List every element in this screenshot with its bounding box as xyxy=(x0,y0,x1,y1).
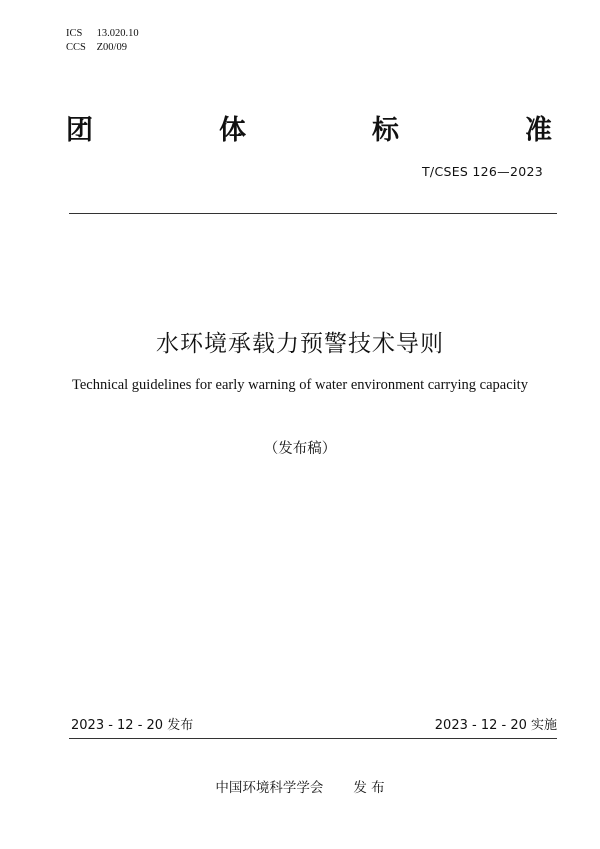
standard-type-char: 标 xyxy=(372,115,399,146)
standard-type-char: 体 xyxy=(219,115,246,146)
standard-number: T/CSES 126—2023 xyxy=(422,164,543,179)
bottom-divider xyxy=(69,738,557,739)
publisher-name: 中国环境科学学会 xyxy=(215,780,324,796)
classification-codes xyxy=(66,27,139,55)
ccs-value: Z00/09 xyxy=(96,42,127,53)
ics-code xyxy=(66,27,139,41)
ccs-code xyxy=(66,41,139,55)
ccs-label: CCS xyxy=(66,42,86,53)
ics-label: ICS xyxy=(66,28,83,39)
publish-date: 2023 - 12 - 20 发布 xyxy=(71,718,194,733)
title-english: Technical guidelines for early warning of water environment carrying capacity xyxy=(72,377,528,393)
document-status: （发布稿） xyxy=(263,441,337,457)
implement-date: 2023 - 12 - 20 实施 xyxy=(434,718,557,733)
publisher xyxy=(0,776,600,796)
title-chinese: 水环境承载力预警技术导则 xyxy=(156,331,444,357)
standard-type-heading xyxy=(66,113,552,149)
ics-value: 13.020.10 xyxy=(96,28,139,39)
top-divider xyxy=(69,213,557,214)
standard-type-char: 团 xyxy=(66,115,93,146)
publisher-action: 发 布 xyxy=(353,780,385,796)
standard-type-char: 准 xyxy=(525,115,552,146)
